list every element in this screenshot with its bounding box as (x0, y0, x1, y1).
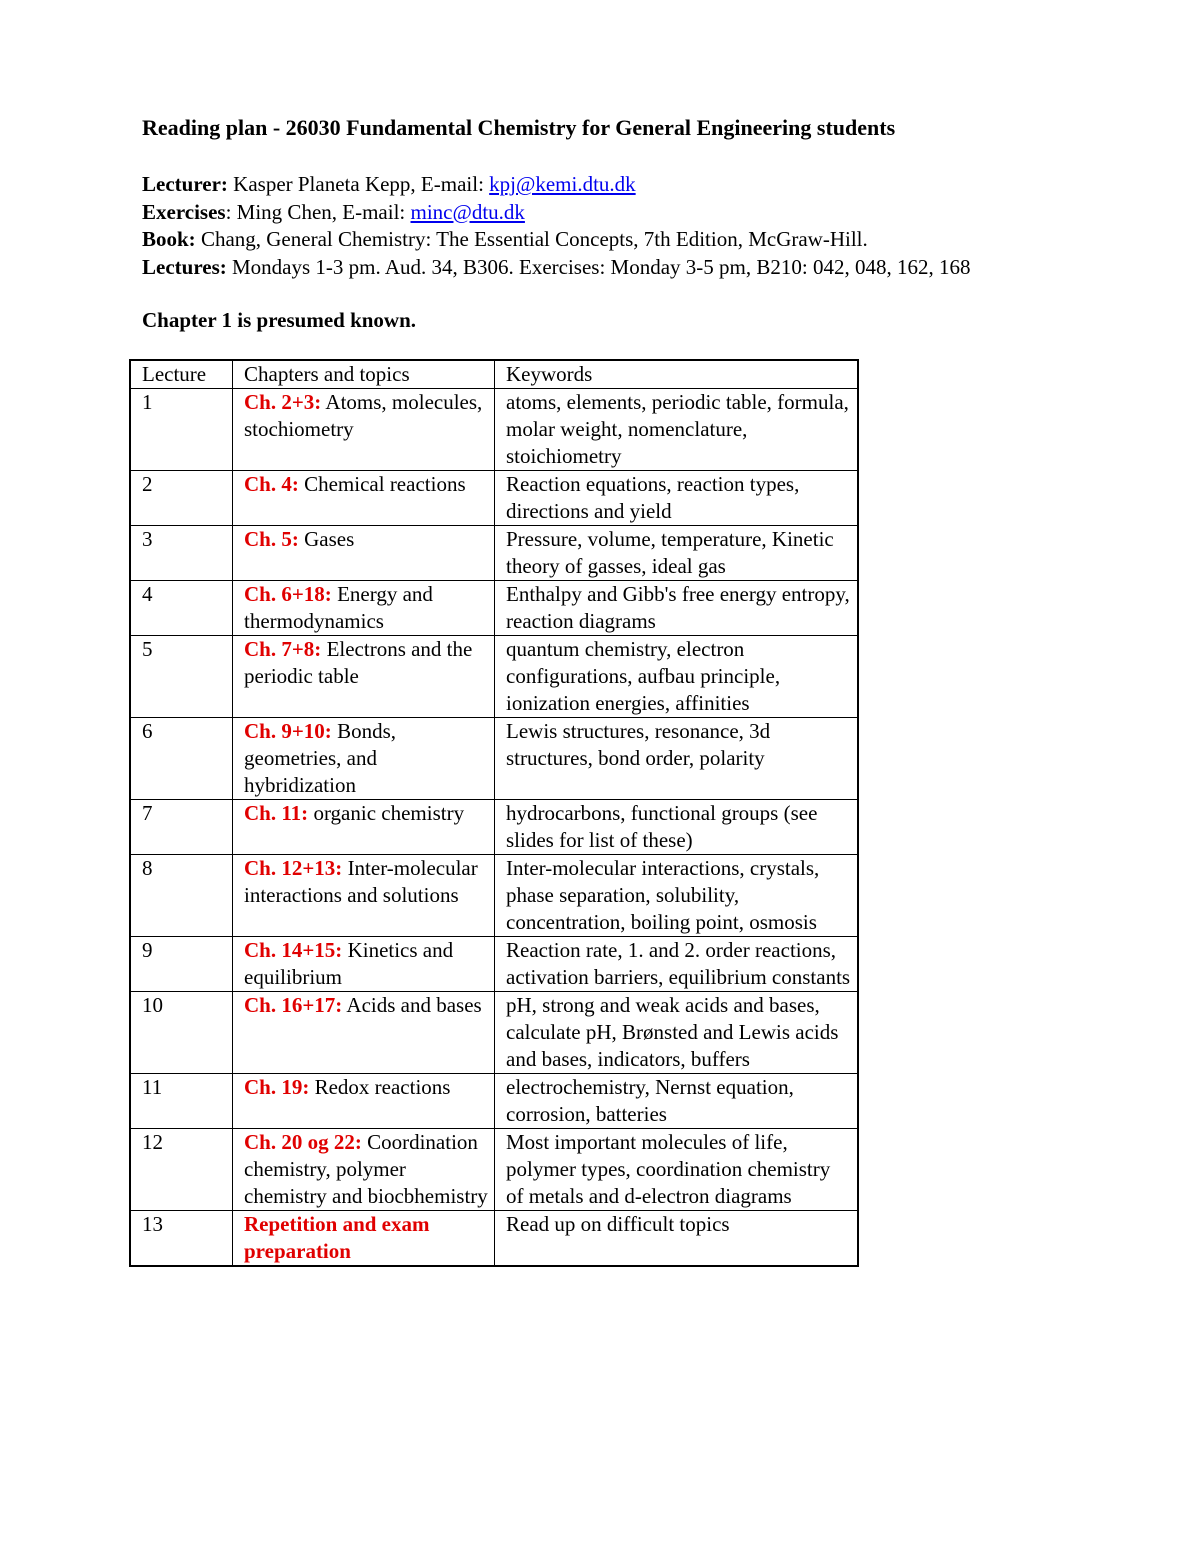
keywords-cell: Enthalpy and Gibb's free energy entropy, reaction diagrams (495, 581, 859, 636)
table-row (130, 937, 858, 992)
chapter-ref: Ch. 19: (244, 1075, 310, 1099)
exercises-label: Exercises (142, 199, 226, 224)
header-lecture: Lecture (130, 360, 233, 389)
table-row (130, 581, 858, 636)
lecture-number: 9 (130, 937, 233, 992)
header-chapters: Chapters and topics (233, 360, 495, 389)
chapter-ref: Ch. 2+3: (244, 390, 322, 414)
topic-text: Gases (298, 527, 355, 551)
topic-text: Electrons and the periodic table (244, 637, 473, 688)
chapter-ref: Ch. 7+8: (244, 637, 322, 661)
chapter-ref: Ch. 4: (244, 472, 299, 496)
chapter-ref: Ch. 20 og 22: (244, 1130, 362, 1154)
topic-text: Coordination chemistry, polymer chemistry and biocbhemistry (244, 1130, 488, 1208)
chapter-topic-cell (233, 1074, 495, 1129)
lecture-number: 4 (130, 581, 233, 636)
lecture-number: 10 (130, 992, 233, 1074)
chapter-ref: Repetition and exam preparation (244, 1212, 430, 1263)
table-header-row (130, 360, 858, 389)
table-row (130, 1074, 858, 1129)
header-keywords: Keywords (495, 360, 859, 389)
chapter-topic-cell (233, 1211, 495, 1267)
lecture-number: 2 (130, 471, 233, 526)
lecturer-email-link[interactable]: kpj@kemi.dtu.dk (489, 172, 636, 196)
table-row (130, 1211, 858, 1267)
chapter-topic-cell (233, 1129, 495, 1211)
lecture-number: 12 (130, 1129, 233, 1211)
chapter-ref: Ch. 5: (244, 527, 299, 551)
keywords-cell: Reaction rate, 1. and 2. order reactions, activation barriers, equilibrium constants (495, 937, 859, 992)
chapter-topic-cell (233, 718, 495, 800)
topic-text: Acids and bases (342, 993, 482, 1017)
book-label: Book: (142, 227, 196, 251)
topic-text: organic chemistry (308, 801, 465, 825)
table-row (130, 855, 858, 937)
presumed-note: Chapter 1 is presumed known. (142, 308, 417, 332)
chapter-topic-cell (233, 636, 495, 718)
chapter-ref: Ch. 14+15: (244, 938, 343, 962)
chapter-topic-cell (233, 471, 495, 526)
keywords-cell: quantum chemistry, electron configurations, aufbau principle, ionization energies, affinities (495, 636, 859, 718)
chapter-ref: Ch. 11: (244, 801, 309, 825)
exercises-text: : Ming Chen, E-mail: (225, 199, 411, 224)
table-row (130, 800, 858, 855)
chapter-topic-cell (233, 800, 495, 855)
lectures-line (142, 254, 970, 282)
topic-text: Energy and thermodynamics (244, 582, 433, 633)
lectures-text: Mondays 1-3 pm. Aud. 34, B306. Exercises: Monday 3-5 pm, B210: 042, 048, 162, 168 (226, 254, 971, 279)
lecture-number: 11 (130, 1074, 233, 1129)
lecture-number: 1 (130, 389, 233, 471)
document-title: Reading plan - 26030 Fundamental Chemistry for General Engineering students (142, 115, 896, 140)
keywords-cell: Most important molecules of life, polymer types, coordination chemistry of metals and d-electron diagrams (495, 1129, 859, 1211)
table-row (130, 471, 858, 526)
keywords-cell: pH, strong and weak acids and bases, calculate pH, Brønsted and Lewis acids and bases, indicators, buffers (495, 992, 859, 1074)
exercises-line (142, 199, 970, 227)
chapter-ref: Ch. 6+18: (244, 582, 332, 606)
lecturer-text: Kasper Planeta Kepp, E-mail: (227, 172, 490, 196)
chapter-topic-cell (233, 992, 495, 1074)
table-row (130, 718, 858, 800)
lecture-number: 7 (130, 800, 233, 855)
topic-text: Redox reactions (309, 1075, 451, 1099)
keywords-cell: Reaction equations, reaction types, directions and yield (495, 471, 859, 526)
chapter-topic-cell (233, 389, 495, 471)
topic-text: Bonds, geometries, and hybridization (244, 719, 396, 797)
table-row (130, 389, 858, 471)
lecture-number: 5 (130, 636, 233, 718)
topic-text: Kinetics and equilibrium (244, 938, 454, 989)
book-line (142, 226, 970, 254)
table-row (130, 636, 858, 718)
chapter-topic-cell (233, 581, 495, 636)
chapter-ref: Ch. 9+10: (244, 719, 332, 743)
lecture-number: 3 (130, 526, 233, 581)
table-row (130, 1129, 858, 1211)
chapter-topic-cell (233, 855, 495, 937)
keywords-cell: Pressure, volume, temperature, Kinetic theory of gasses, ideal gas (495, 526, 859, 581)
keywords-cell: Inter-molecular interactions, crystals, phase separation, solubility, concentration, boiling point, osmosis (495, 855, 859, 937)
topic-text: Chemical reactions (298, 472, 466, 496)
topic-text: Inter-molecular interactions and solutions (244, 856, 478, 907)
chapter-ref: Ch. 16+17: (244, 993, 343, 1017)
lecturer-line (142, 171, 970, 199)
keywords-cell: Lewis structures, resonance, 3d structures, bond order, polarity (495, 718, 859, 800)
lecture-number: 6 (130, 718, 233, 800)
lecture-number: 8 (130, 855, 233, 937)
reading-plan-table (129, 359, 859, 1267)
lectures-label: Lectures: (142, 254, 227, 279)
exercises-email-link[interactable]: minc@dtu.dk (410, 199, 525, 224)
chapter-ref: Ch. 12+13: (244, 856, 343, 880)
topic-text: Atoms, molecules, stochiometry (244, 390, 483, 441)
keywords-cell: hydrocarbons, functional groups (see slides for list of these) (495, 800, 859, 855)
keywords-cell: Read up on difficult topics (495, 1211, 859, 1267)
table-row (130, 526, 858, 581)
course-info (142, 171, 970, 281)
book-text: Chang, General Chemistry: The Essential Concepts, 7th Edition, McGraw-Hill. (195, 227, 868, 251)
chapter-topic-cell (233, 526, 495, 581)
keywords-cell: electrochemistry, Nernst equation, corrosion, batteries (495, 1074, 859, 1129)
table-row (130, 992, 858, 1074)
lecturer-label: Lecturer: (142, 172, 228, 196)
lecture-number: 13 (130, 1211, 233, 1267)
keywords-cell: atoms, elements, periodic table, formula, molar weight, nomenclature, stoichiometry (495, 389, 859, 471)
chapter-topic-cell (233, 937, 495, 992)
